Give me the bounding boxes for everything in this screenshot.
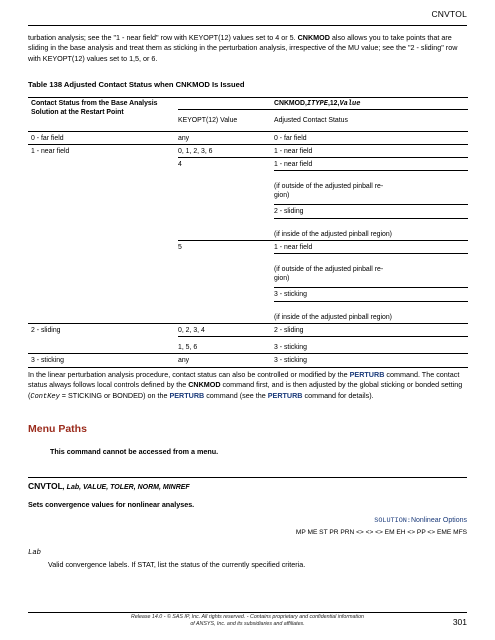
para2-text-3: command first, and is then adjusted by the global sticking or bonded setting (: [28, 380, 463, 400]
table-cell: 3 - sticking: [274, 357, 307, 364]
intro-paragraph: [28, 33, 466, 64]
menu-paths-heading: Menu Paths: [28, 423, 87, 435]
table-row-divider: [274, 301, 468, 302]
menu-paths-note: This command cannot be accessed from a menu.: [50, 447, 219, 456]
table-header-col2: KEYOPT(12) Value: [178, 117, 238, 124]
perturb-cmd-link[interactable]: PERTURB: [267, 390, 303, 400]
contkey-arg: ContKey: [30, 392, 60, 401]
perturb-cmd-link[interactable]: PERTURB: [169, 390, 205, 400]
table-header-col3: Adjusted Contact Status: [274, 117, 348, 124]
para2-text-4: = STICKING or BONDED) on the: [59, 390, 170, 400]
table-row-divider: [28, 353, 468, 354]
category-prefix: SOLUTION:: [374, 517, 411, 525]
perturb-cmd-link[interactable]: PERTURB: [349, 370, 385, 379]
footer-line-2: of ANSYS, Inc. and its subsidiaries and affiliates.: [190, 620, 305, 627]
table-cell: 3 - sticking: [274, 291, 307, 298]
table-header-group-cmd: CNKMOD,: [274, 100, 307, 107]
table-top-border: [28, 97, 468, 98]
table-header-group-mid: ,12,: [327, 100, 340, 107]
intro-text-2: also allows you to take points that are sliding in the base analysis and treat them as sticking in the perturbation analysis, irrespective of the MU value; see the "2 - sliding" row with KEYOPT(12) values set to 1,5, or 6.: [28, 33, 458, 63]
table-cell: 2 - sliding: [274, 208, 304, 215]
table-cell: any: [178, 357, 190, 364]
table-cell: 0 - far field: [274, 135, 307, 142]
command-name: CNVTOL: [28, 481, 63, 491]
argument-name: Lab: [28, 549, 41, 557]
table-cell: 3 - sticking: [31, 357, 64, 364]
table-cell: (if inside of the adjusted pinball region): [274, 231, 392, 238]
table-row-divider: [274, 204, 468, 205]
table-cell: 3 - sticking: [274, 344, 307, 351]
command-products: MP ME ST PR PRN <> <> <> EM EH <> PP <> EME MFS: [295, 529, 467, 536]
table-cell: 0, 1, 2, 3, 6: [178, 148, 213, 155]
table-row-divider: [28, 323, 468, 324]
command-purpose: Sets convergence values for nonlinear analyses.: [28, 500, 195, 509]
table-header-bottom-border: [28, 131, 468, 132]
table-header-group-itype: ITYPE: [306, 100, 328, 108]
command-args: , Lab, VALUE, TOLER, NORM, MINREF: [62, 484, 190, 491]
table-caption: Table 138 Adjusted Contact Status when CNKMOD Is Issued: [28, 80, 245, 89]
table-header-group: [274, 99, 360, 109]
table-header-col1: Contact Status from the Base Analysis Solution at the Restart Point: [31, 100, 158, 117]
table-row-divider: [28, 144, 468, 145]
command-category: [374, 516, 467, 526]
table-cell: 2 - sliding: [31, 327, 61, 334]
table-cell: 1 - near field: [31, 148, 70, 155]
intro-text-1: turbation analysis; see the "1 - near field" row with KEYOPT(12) values set to 4 or 5.: [28, 33, 298, 42]
table-cell: 1 - near field: [274, 148, 313, 155]
para2-text-6: command for details).: [302, 390, 374, 400]
footer-text: [28, 614, 467, 627]
page-header-title: CNVTOL: [431, 9, 467, 19]
table-cell: 0 - far field: [31, 135, 64, 142]
table-row-divider: [274, 287, 468, 288]
table-cell: 1 - near field: [274, 161, 313, 168]
table-cell: 0, 2, 3, 4: [178, 327, 205, 334]
perturb-paragraph: [28, 370, 466, 402]
table-cell: any: [178, 135, 190, 142]
table-cell: 1 - near field: [274, 244, 313, 251]
footer-rule: [28, 612, 467, 613]
table-cell: 4: [178, 161, 182, 168]
para2-text-2: command. The contact status always follows local controls defined by the: [28, 370, 460, 390]
table-bottom-border: [28, 367, 468, 368]
table-row-divider: [178, 336, 468, 337]
table-row-divider: [274, 253, 468, 254]
table-row-divider: [274, 170, 468, 171]
section-separator: [28, 477, 467, 478]
table-cell: 2 - sliding: [274, 327, 304, 334]
para2-text-5: command (see the: [204, 390, 268, 400]
page-number: 301: [452, 617, 467, 627]
table-cell: 1, 5, 6: [178, 344, 198, 351]
footer-line-1: Release 14.0 - © SAS IP, Inc. All rights reserved. - Contains proprietary and confidential information: [131, 614, 364, 620]
table-cell: 5: [178, 244, 182, 251]
header-rule: [28, 25, 467, 26]
table-row-divider: [178, 157, 468, 158]
table-cell: (if outside of the adjusted pinball re-gion): [274, 183, 384, 200]
table-header-group-value: Value: [339, 100, 361, 108]
table-row-divider: [178, 240, 468, 241]
para2-text-1: In the linear perturbation analysis procedure, contact status can also be controlled or modified by the: [28, 370, 350, 379]
cnkmod-cmd-link[interactable]: CNKMOD: [188, 380, 221, 390]
table-cell: (if outside of the adjusted pinball re-gion): [274, 266, 384, 283]
intro-cmd-link[interactable]: CNKMOD: [297, 33, 330, 42]
argument-description: Valid convergence labels. If STAT, list the status of the currently specified criteria.: [48, 560, 306, 569]
category-link[interactable]: Nonlinear Options: [410, 517, 467, 524]
table-row-divider: [274, 218, 468, 219]
table-cell: (if inside of the adjusted pinball region): [274, 314, 392, 321]
command-signature: [28, 481, 190, 492]
